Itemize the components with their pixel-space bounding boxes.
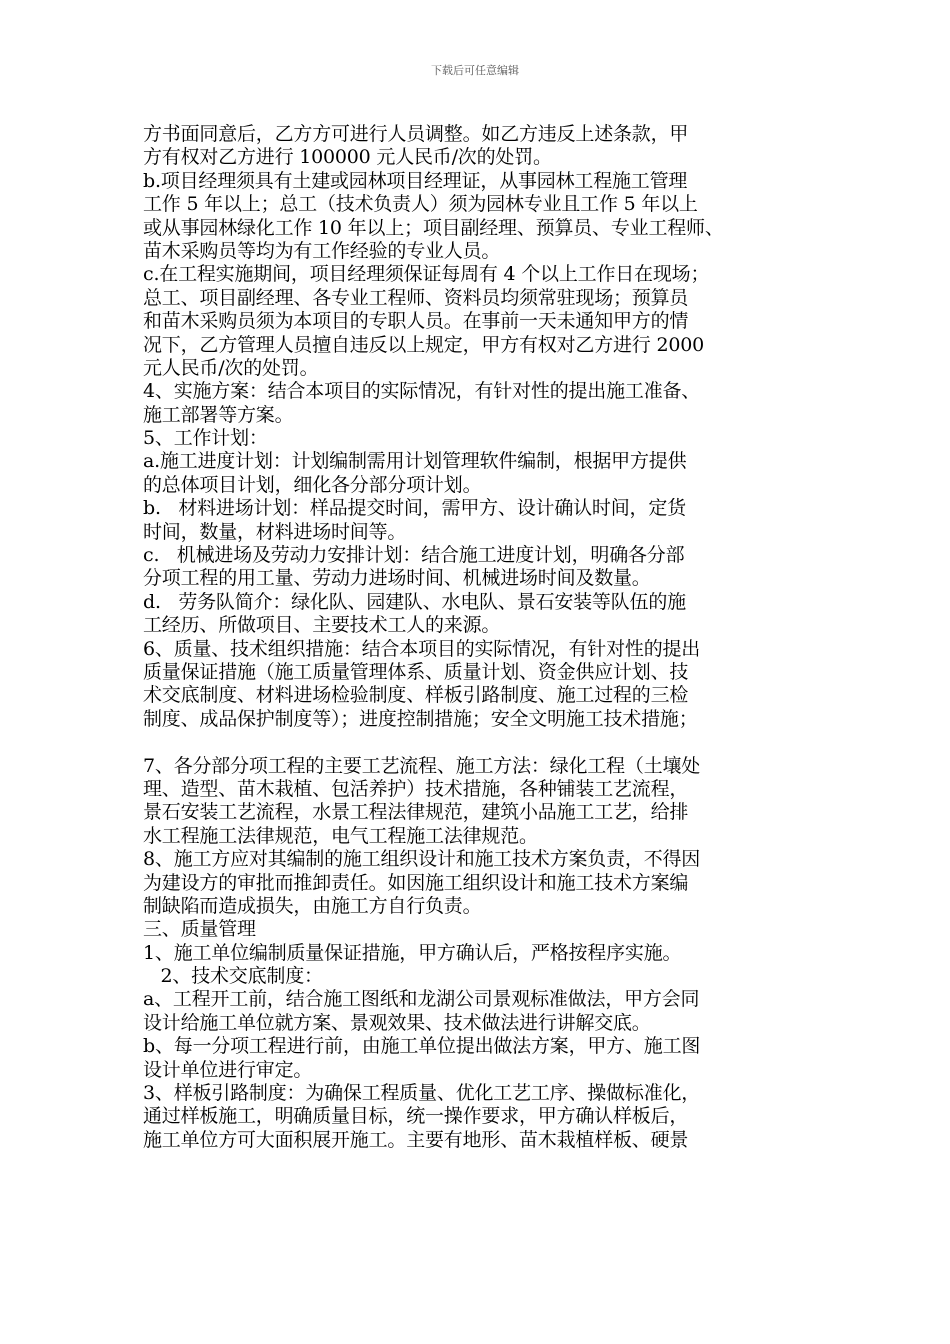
- text-line: 和苗木采购员须为本项目的专职人员。在事前一天未通知甲方的情: [143, 310, 689, 333]
- text-line: a、工程开工前，结合施工图纸和龙湖公司景观标准做法，甲方会同: [143, 988, 700, 1011]
- text-line: 理、造型、苗木栽植、包活养护）技术措施，各种铺装工艺流程，: [143, 777, 689, 800]
- text-line: 工经历、所做项目、主要技术工人的来源。: [143, 614, 501, 637]
- text-line: 元人民币/次的处罚。: [143, 356, 319, 379]
- text-line: 工作 5 年以上；总工（技术负责人）须为园林专业且工作 5 年以上: [143, 193, 698, 216]
- text-line: 苗木采购员等均为有工作经验的专业人员。: [143, 239, 501, 262]
- text-line: 4、实施方案：结合本项目的实际情况，有针对性的提出施工准备、: [143, 380, 701, 403]
- section-heading: 三、质量管理: [143, 918, 256, 941]
- text-line: c. 机械进场及劳动力安排计划：结合施工进度计划，明确各分部: [143, 544, 685, 567]
- text-line: 总工、项目副经理、各专业工程师、资料员均须常驻现场；预算员: [143, 286, 689, 309]
- text-line: 设计给施工单位就方案、景观效果、技术做法进行讲解交底。: [143, 1011, 651, 1034]
- text-line: b.项目经理须具有土建或园林项目经理证，从事园林工程施工管理: [143, 169, 688, 192]
- text-line: 施工部署等方案。: [143, 403, 294, 426]
- page-header: 下载后可任意编辑: [431, 64, 519, 77]
- text-line: 制缺陷而造成损失，由施工方自行负责。: [143, 894, 482, 917]
- text-line: 6、质量、技术组织措施：结合本项目的实际情况，有针对性的提出: [143, 637, 701, 660]
- text-line: 制度、成品保护制度等）；进度控制措施；安全文明施工技术措施；: [143, 707, 698, 730]
- text-line: 景石安装工艺流程，水景工程法律规范，建筑小品施工工艺，给排: [143, 801, 689, 824]
- text-line: 为建设方的审批而推卸责任。如因施工组织设计和施工技术方案编: [143, 871, 689, 894]
- text-line: 方书面同意后，乙方方可进行人员调整。如乙方违反上述条款，甲: [143, 123, 689, 145]
- text-line: 或从事园林绿化工作 10 年以上；项目副经理、预算员、专业工程师、: [143, 216, 724, 239]
- text-line: 分项工程的用工量、劳动力进场时间、机械进场时间及数量。: [143, 567, 651, 590]
- text-line: b、每一分项工程进行前，由施工单位提出做法方案，甲方、施工图: [143, 1035, 701, 1058]
- text-line: b. 材料进场计划：样品提交时间，需甲方、设计确认时间，定货: [143, 497, 686, 520]
- text-line: 施工单位方可大面积展开施工。主要有地形、苗木栽植样板、硬景: [143, 1128, 689, 1151]
- blank-line: [143, 731, 833, 754]
- text-line: 设计单位进行审定。: [143, 1058, 313, 1081]
- text-line: 2、技术交底制度：: [143, 965, 323, 988]
- text-line: 况下，乙方管理人员擅自违反以上规定，甲方有权对乙方进行 2000: [143, 333, 704, 356]
- text-line: 方有权对乙方进行 100000 元人民币/次的处罚。: [143, 146, 552, 169]
- text-line: 质量保证措施（施工质量管理体系、质量计划、资金供应计划、技: [143, 660, 689, 683]
- text-line: 1、施工单位编制质量保证措施，甲方确认后，严格按程序实施。: [143, 941, 682, 964]
- document-body: [143, 123, 833, 1152]
- text-line: 3、样板引路制度：为确保工程质量、优化工艺工序、操做标准化，: [143, 1082, 701, 1105]
- text-line: 7、各分部分项工程的主要工艺流程、施工方法：绿化工程（土壤处: [143, 754, 701, 777]
- text-line: 水工程施工法律规范，电气工程施工法律规范。: [143, 824, 538, 847]
- text-line: 时间，数量，材料进场时间等。: [143, 520, 407, 543]
- text-line: c.在工程实施期间，项目经理须保证每周有 4 个以上工作日在现场；: [143, 263, 710, 286]
- text-line: 术交底制度、材料进场检验制度、样板引路制度、施工过程的三检: [143, 684, 689, 707]
- text-line: 5、工作计划：: [143, 427, 268, 450]
- text-line: d. 劳务队简介：绿化队、园建队、水电队、景石安装等队伍的施: [143, 590, 686, 613]
- text-line: 通过样板施工，明确质量目标，统一操作要求，甲方确认样板后，: [143, 1105, 689, 1128]
- text-line: a.施工进度计划：计划编制需用计划管理软件编制，根据甲方提供: [143, 450, 687, 473]
- text-line: 8、施工方应对其编制的施工组织设计和施工技术方案负责，不得因: [143, 848, 701, 871]
- text-line: 的总体项目计划，细化各分部分项计划。: [143, 473, 482, 496]
